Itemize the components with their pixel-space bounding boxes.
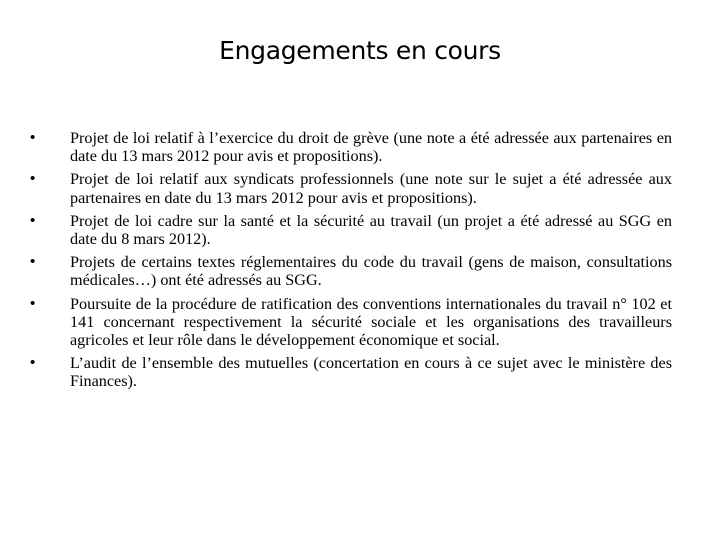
bullet-point-icon: • <box>30 211 36 229</box>
bullet-point-icon: • <box>30 129 36 146</box>
bullet-list <box>30 129 672 396</box>
bullet-text: Projets de certains textes réglementaires du code du travail (gens de maison, consultations médicales…) ont été adressés au SGG. <box>70 253 672 290</box>
bullet-text: Projet de loi cadre sur la santé et la sécurité au travail (un projet a été adressé au SGG en date du 8 mars 2012). <box>70 211 672 249</box>
bullet-item <box>30 295 672 350</box>
slide-title: Engagements en cours <box>219 36 501 65</box>
bullet-text: Projet de loi relatif aux syndicats professionnels (une note sur le sujet a été adressée aux partenaires en date du 13 mars 2012 pour avis et propositions). <box>70 170 672 207</box>
bullet-text: Poursuite de la procédure de ratification des conventions internationales du travail n° 102 et 141 concernant respectivement la sécurité sociale et les organisations des travailleurs agricoles et leur rôle dans le développement économique et social. <box>70 294 672 350</box>
bullet-point-icon: • <box>30 294 36 312</box>
bullet-point-icon: • <box>30 170 36 188</box>
bullet-point-icon: • <box>30 253 36 271</box>
bullet-item <box>30 129 672 165</box>
bullet-item <box>30 212 672 248</box>
bullet-point-icon: • <box>30 354 36 372</box>
bullet-item <box>30 354 672 390</box>
bullet-text: L’audit de l’ensemble des mutuelles (concertation en cours à ce sujet avec le ministère des Finances). <box>70 354 672 391</box>
bullet-item <box>30 170 672 206</box>
bullet-text: Projet de loi relatif à l’exercice du droit de grève (une note a été adressée aux partenaires en date du 13 mars 2012 pour avis et propositions). <box>70 129 672 166</box>
bullet-item <box>30 253 672 289</box>
